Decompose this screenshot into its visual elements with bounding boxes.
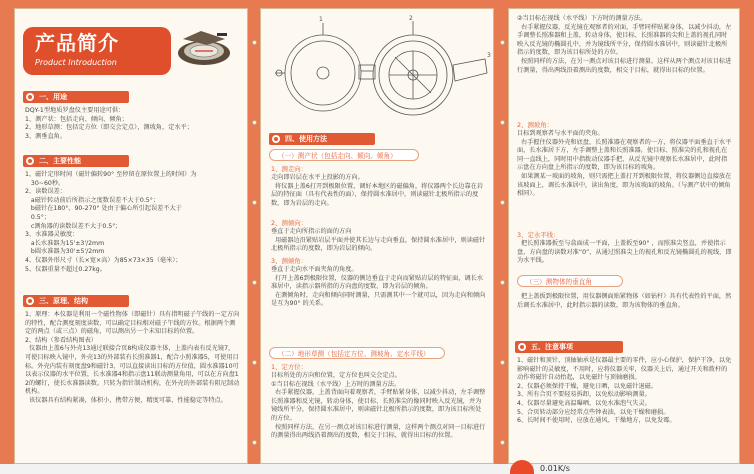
orientation-below-text: ②当目标在视线（水平线）下方时的测量方法。 右手紧握仪器，反光镜在观察者的对面，手臂同样贴紧身体，以减少抖动，左手调整长照准器和上盖，转动身体，使目标、长照准器的尖和上盖的视孔同时映入反光镜的椭圆孔中，并为镜线所平分，保持圆水准居中，则读磁针北极所指示的度数，即为该目标所处的方位。 按照同样的方法，在另一测点对该目标进行测量。这样从两个测点对该目标进行测量，得出两线沿着测出的度数，相交于目标，就得出目标的位置。 (517, 15, 732, 74)
subsection-attitude: （一）测产状（包括走向、倾向、倾角） (269, 149, 419, 161)
section-header-notes: 五、注意事项 (515, 341, 623, 353)
dip-angle-heading: 3、测倾角： (271, 257, 308, 265)
vertical-angle-text: 把上盖扳到极限位置，用仪器侧面贴紧物体（如钻杆）具有代表性的平面，然后调长水准居中，此时指示器的读数，即为该物体的垂直角。 (517, 293, 732, 309)
section-header-usage-method: 四、使用方法 (269, 133, 375, 145)
level-line-text: 把长照准器扳至与盒面成一平面，上盖扳至90° ，而照准尖竖直，并使指示盘、方向盘的读数对准“0”，从通过照准尖上的视孔和反光镜椭圆孔的视线，即为水平线。 (517, 240, 732, 265)
section-header-principle: 三、原理、结构 (23, 295, 129, 307)
strike-text: 走向即岩层在水平上投影的方向。 将仪器上盖6打开到极限位置，调好本地区的磁偏角，将仪器两个长边靠在岩层的特征面（具有代表性的面），保持圆水准居中，则读磁针北极所指示的度数，即为岩层的走向。 (271, 174, 484, 207)
section-header-usage: 一、用途 (23, 91, 129, 103)
svg-text:3: 3 (487, 52, 491, 59)
level-line-heading: 3、定水平线： (517, 231, 560, 239)
usage-text: DQY-1型地质罗盘仪主要用途可供： 1、测产状：包括走向、倾向、倾角； 2、地形草测：包括定方位（即交会定点），测坡角，定水平； 3、测垂直角。 (25, 107, 193, 140)
principle-text: 1、原理：本仪器是利用一个磁性物体（即磁针）具有指明磁子午线的一定方向的特性，配合测度刻度读数，可以确定目标相对磁子午线的方位。根据两个测定的两点（或三点）的磁角，可以测出另一个未知目标的位置。 2、结构（参看结构图表） 仪器由上盖6与外壳13通过联接合页8构成仪器主体，上盖内表有反光镜7，可使目标映入镜中，外壳13的外部装有长照准器1，配合小照准器5，可使用目标。外壳内装有刻度盘9和磁针3，可以直接读出目标的方位值，圆水准器10可以表示仪器的水平位置，长水准器4和指示盘11联动测量角用，可以在方向盘12的螺钉，使长水准器读数。只转为指针制动机构，在外壳的外部装有阻尼制动机构。 该仪器具有结构紧凑，体积小，携带方便，精度可靠，性能稳定等特点。 (25, 311, 240, 404)
dip-angle-text: 垂直于走向水平面夹角的角度。 打开上盖6到极限位置，仪器的侧边垂直于走向而紧贴岩层的特征面，调长水准居中，读指示器所指的方向盘的度数，即为岩层的倾角。 在测倾角时，走向和倾向同时测量，只需测其中一个就可以，因为走向和倾向是互为90° 的关系。 (271, 266, 486, 308)
status-bar (0, 464, 754, 474)
subsection-vertical-angle: （三）测物体的垂直角 (517, 275, 623, 287)
page-panel-middle (260, 8, 494, 464)
compass-photo (175, 25, 233, 69)
page-panel-left (14, 8, 248, 464)
strike-heading: 1、测走向： (271, 165, 308, 173)
subsection-terrain: （二）地形草测（包括定方位、测坡角、定水平线） (269, 347, 445, 359)
orientation-text: 目标所处的方向和位置，定方位也叫交会定点。 ①当目标在视线（水平线）上方时的测量方法。 右手紧握仪器，上盖背面向着观察者，手臂贴紧身体，以减少抖动，左手调整长照准器和反光镜，转动身体，使目标、长照准尖的像同时映入反光镜，并为镜线所平分，保持圆水准居中，则读磁针北极所指示的度数，即为该目标所处的方位。 按照同样方法，在另一测点对该目标进行测量，这样两个测点对同一目标进行的测量得出两线沿着测出的度数，相交于目标，就得出目标的位置。 (271, 372, 486, 440)
slope-angle-heading: 2、测坡角： (517, 121, 554, 129)
section-header-performance: 二、主要性能 (23, 155, 129, 167)
slope-angle-text: 目标到观察者与水平面的夹角。 右手握住仪器外壳和底盘，长照准器在观察者的一方，将仪器平面垂直于水平面，长水准居下方，左手调整上盖和长照准器，使目标、照准尖的孔和视孔在同一直线上，同时用中指拨动仪器手把，从反光镜中观察长水准居中，此时指示盘在方向盘上所指示的度数，即为该目标的坡角。 如果测某一坡面的坡角，则只需把上盖打开到极限位置，将仪器侧边直接放在该坡面上，调长水准居中，读出角度，即为该坡面的坡角。（与测产状中的倾角相同）。 (517, 130, 732, 198)
page-panel-right (508, 8, 740, 464)
network-speed-readout: 0.01K/s (540, 464, 570, 473)
page-subtitle: Product Introduction (35, 58, 117, 67)
svg-text:2: 2 (409, 15, 413, 22)
svg-text:1: 1 (319, 16, 323, 23)
dip-direction-heading: 2、测倾向： (271, 219, 308, 227)
compass-structure-diagram (263, 15, 493, 133)
page-title: 产品简介 (35, 31, 119, 55)
performance-text: 1、磁针定形时间（磁针偏转90° 至停留在原位置上的时间）为 30~60秒。 2、读数误差： a磁针转动前后所指示之度数误差不大于0.5°； b磁针在180°、90-270° 处由于偏心所引起误差不大于 0.5°； c测角器的读数误差不大于0.5°； 3、水准器灵敏度： a长水准器为15'±3'/2mm b圆水准器为30'±5'/2mm 4、仪器外形尺寸（长×宽×高）为85×73×35（毫米）； 5、仪器重量不超过0.27kg。 (25, 171, 197, 273)
notes-text: 1、磁针和顶针、顶轴轴承是仪器最主要的零件，应小心保护，保护干净，以免影响磁针的灵敏度，不用时，应将仪器关牢，仪器关上后，通过开关和拨杆的动作将磁针自动抬起，以免磁针与顶轴磨损。 2、仪器必须保持干燥，避免日晒，以免磁针退磁。 3、所有合页不要轻易拆卸，以免松动影响测量。 4、仪器尽量避免高温曝晒，以免水准泡气失灵。 5、合页转动部分应经常点些钟表油，以免干燥和磨损。 6、长时间不使用时，应放在通风、干燥地方，以免发霉。 (517, 357, 732, 425)
dip-direction-text: 垂直于走向所指示的面的方向 用磁器边沿紧贴岩层平面并使其长边与走向垂直，保持圆水准居中，则读磁针北极所指示的度数，即为岩层的倾向。 (271, 228, 486, 253)
header-banner (23, 27, 171, 75)
orientation-heading: 1、定方位： (271, 363, 308, 371)
